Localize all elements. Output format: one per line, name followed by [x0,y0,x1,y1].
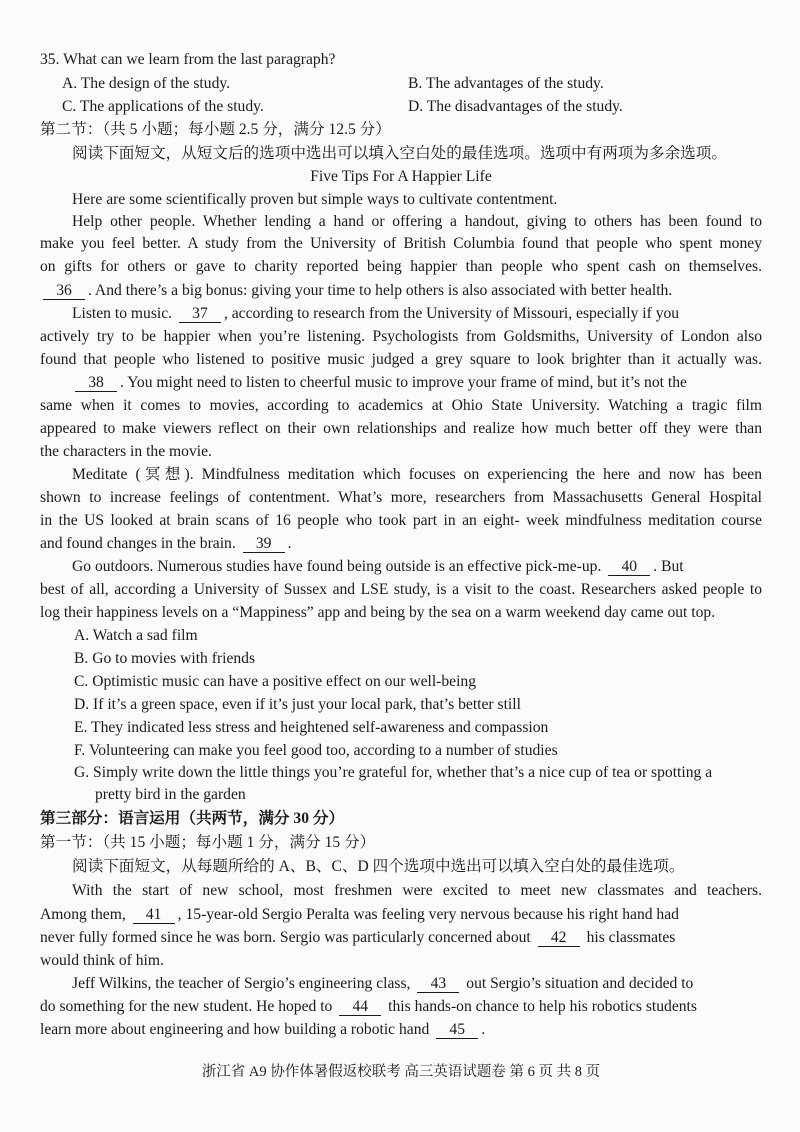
blank-45: 45 [436,1021,478,1039]
section-2-instruction: 阅读下面短文，从短文后的选项中选出可以填入空白处的最佳选项。选项中有两项为多余选项。 [72,145,727,162]
passage-title: Five Tips For A Happier Life [310,168,492,185]
q35-option-c: C. The applications of the study. [62,98,264,115]
text-segment: Listen to music. [72,305,173,322]
part-3-header: 第三部分：语言运用（共两节，满分 30 分） [40,810,345,827]
cloze-paragraph-1-line-4: would think of him. [40,952,164,969]
text-segment: out Sergio’s situation and decided to [466,975,694,992]
text-segment: , according to research from the University of Missouri, especially if you [223,305,680,322]
paragraph-6-line-1 [72,556,762,578]
text-segment: Go outdoors. Numerous studies have found being outside is an effective pick-me-up. [72,558,602,575]
paragraph-2-line-4 [40,280,762,302]
option-g: G. Simply write down the little things you’re grateful for, whether that’s a nice cup of tea or spotting a [74,764,713,781]
blank-41: 41 [133,906,175,924]
paragraph-3-line-2: actively try to be happier when you’re listening. Psychologists from Goldsmiths, University of London also [40,328,762,345]
text-segment: Among them, [40,906,126,923]
blank-43: 43 [417,975,459,993]
paragraph-2-line-3: on gifts for others or gave to charity reported being happier than people who spent cash on themselves. [40,258,762,275]
paragraph-4-line-4: the characters in the movie. [40,443,212,460]
blank-42: 42 [538,929,580,947]
text-segment: this hands-on chance to help his robotics students [388,998,697,1015]
text-segment: . [287,535,292,552]
option-a: A. Watch a sad film [74,627,198,644]
option-g-continued: pretty bird in the garden [95,786,246,803]
cloze-paragraph-2-line-1 [72,973,762,995]
text-segment: . And there’s a big bonus: giving your time to help others is also associated with better health. [88,282,673,299]
paragraph-5-line-2: shown to increase feelings of contentment. What’s more, researchers from Massachusetts General Hospital [40,489,762,506]
paragraph-5-line-3: in the US looked at brain scans of 16 people who took part in an eight- week mindfulness meditation course [40,512,762,529]
text-segment: Jeff Wilkins, the teacher of Sergio’s engineering class, [72,975,411,992]
paragraph-5-line-4 [40,533,762,555]
cloze-paragraph-2-line-2 [40,996,762,1018]
q35-option-d: D. The disadvantages of the study. [408,98,623,115]
text-segment: . You might need to listen to cheerful music to improve your frame of mind, but it’s not the [120,374,687,391]
paragraph-4-line-1 [72,372,762,394]
blank-44: 44 [339,998,381,1016]
cloze-paragraph-1-line-2 [40,904,762,926]
cloze-paragraph-1-line-1: With the start of new school, most freshmen were excited to meet new classmates and teachers. [72,882,762,899]
paragraph-3-line-3: found that people who listened to positive music judged a grey square to look brighter than it actually was. [40,351,762,368]
blank-37: 37 [179,305,221,323]
text-segment: do something for the new student. He hoped to [40,998,333,1015]
text-segment: . [481,1021,486,1038]
paragraph-4-line-3: appeared to make viewers reflect on their own relationships and realize how much better off they were than [40,420,762,437]
option-c: C. Optimistic music can have a positive effect on our well-being [74,673,477,690]
blank-40: 40 [608,558,650,576]
cloze-paragraph-1-line-3 [40,927,762,949]
blank-39: 39 [243,535,285,553]
q35-option-b: B. The advantages of the study. [408,75,604,92]
option-d: D. If it’s a green space, even if it’s just your local park, that’s better still [74,696,521,713]
paragraph-2-line-1: Help other people. Whether lending a hand or offering a handout, giving to others has been found to [72,213,762,230]
text-segment: his classmates [586,929,676,946]
section-2-header: 第二节：（共 5 小题；每小题 2.5 分，满分 12.5 分） [40,121,391,138]
option-f: F. Volunteering can make you feel good too, according to a number of studies [74,742,558,759]
part-3-section-1-header: 第一节：（共 15 小题；每小题 1 分，满分 15 分） [40,834,376,851]
text-segment: , 15-year-old Sergio Peralta was feeling very nervous because his right hand had [177,906,679,923]
page-footer: 浙江省 A9 协作体暑假返校联考 高三英语试题卷 第 6 页 共 8 页 [201,1064,601,1080]
part-3-instruction: 阅读下面短文，从每题所给的 A、B、C、D 四个选项中选出可以填入空白处的最佳选项。 [72,858,685,875]
text-segment: never fully formed since he was born. Sergio was particularly concerned about [40,929,531,946]
paragraph-3-line-1 [72,303,762,325]
paragraph-6-line-3: log their happiness levels on a “Mappiness” app and being by the sea on a warm weekend day came out top. [40,604,716,621]
option-e: E. They indicated less stress and heightened self-awareness and compassion [74,719,549,736]
paragraph-4-line-2: same when it comes to movies, according to academics at Ohio State University. Watching a tragic film [40,397,762,414]
blank-36: 36 [43,282,85,300]
blank-38: 38 [75,374,117,392]
text-segment: and found changes in the brain. [40,535,236,552]
paragraph-5-line-1: Meditate (冥想). Mindfulness meditation which focuses on experiencing the here and now has been [72,466,762,483]
text-segment: . But [653,558,684,575]
paragraph-1: Here are some scientifically proven but simple ways to cultivate contentment. [72,191,558,208]
cloze-paragraph-2-line-3 [40,1019,762,1041]
paragraph-2-line-2: make you feel better. A study from the University of British Columbia found that people who spent money [40,235,762,252]
q35-option-a: A. The design of the study. [62,75,231,92]
paragraph-6-line-2: best of all, according a University of Sussex and LSE study, is a visit to the coast. Researchers asked people to [40,581,762,598]
option-b: B. Go to movies with friends [74,650,256,667]
question-35-stem: 35. What can we learn from the last paragraph? [40,51,336,68]
text-segment: learn more about engineering and how building a robotic hand [40,1021,430,1038]
